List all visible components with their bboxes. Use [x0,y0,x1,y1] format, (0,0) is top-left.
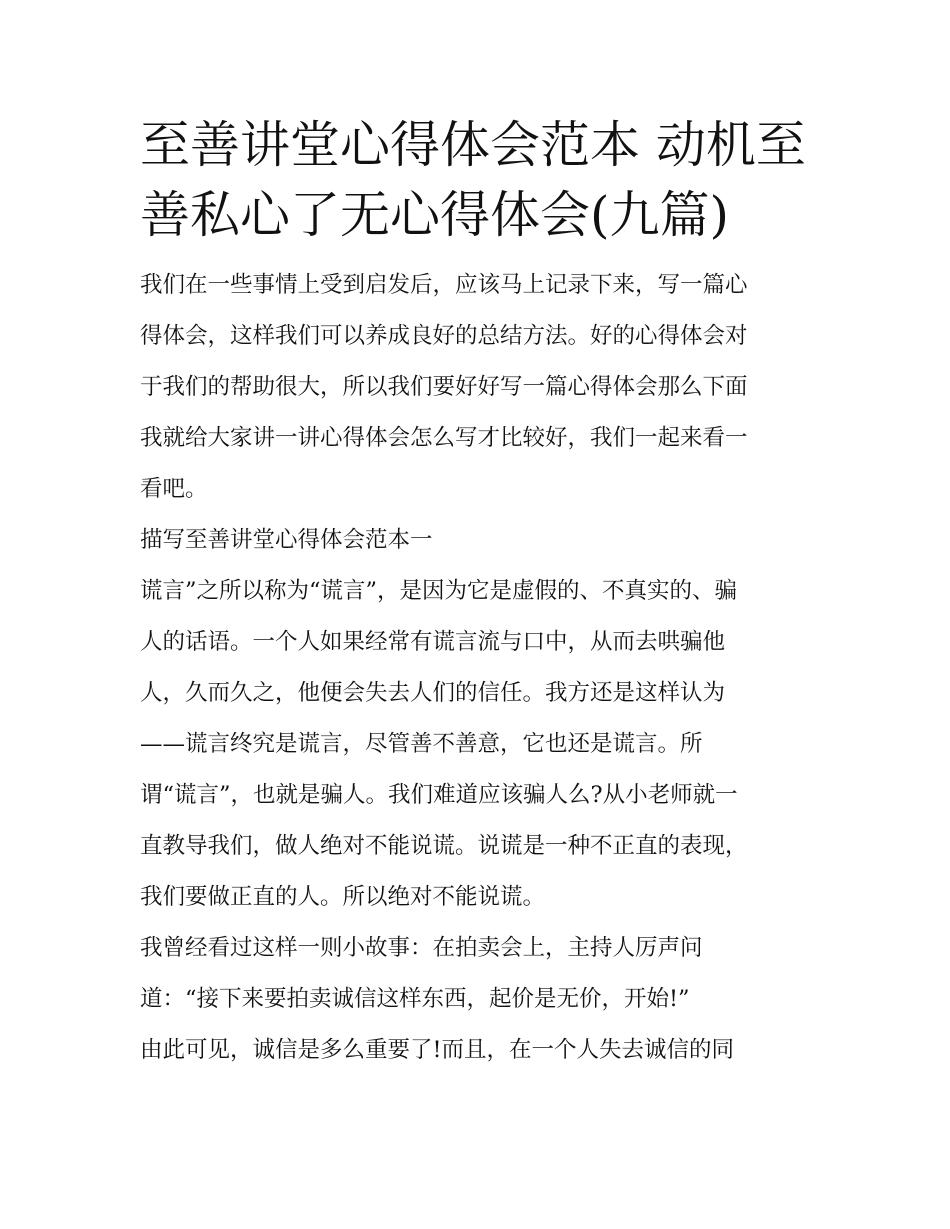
conclusion-paragraph: 由此可见，诚信是多么重要了!而且，在一个人失去诚信的同 [140,1037,735,1063]
section-heading: 描写至善讲堂心得体会范本一 [140,527,433,553]
document-content [140,110,815,1076]
story-paragraph: 我曾经看过这样一则小故事：在拍卖会上，主持人厉声问 道：“接下来要拍卖诚信这样东西，起价是无价，开始!” [140,935,703,1012]
document-title: 至善讲堂心得体会范本 动机至 善私心了无心得体会(九篇) [140,116,806,244]
document-body [140,260,815,1076]
body-paragraph: 谎言”之所以称为“谎言”，是因为它是虚假的、不真实的、骗 人的话语。一个人如果经常有谎言流与口中，从而去哄骗他 人，久而久之，他便会失去人们的信任。我方还是这样认为 ——谎言终究是谎言，尽管善不善意，它也还是谎言。所 谓“谎言”，也就是骗人。我们难道应该骗人么?从小老师就一 直教导我们，做人绝对不能说谎。说谎是一种不正直的表现， 我们要做正直的人。所以绝对不能说谎。 [140,578,748,910]
intro-paragraph: 我们在一些事情上受到启发后，应该马上记录下来，写一篇心 得体会，这样我们可以养成良好的总结方法。好的心得体会对 于我们的帮助很大，所以我们要好好写一篇心得体会那么下面 我就给大家讲一讲心得体会怎么写才比较好，我们一起来看一 看吧。 [140,272,748,502]
